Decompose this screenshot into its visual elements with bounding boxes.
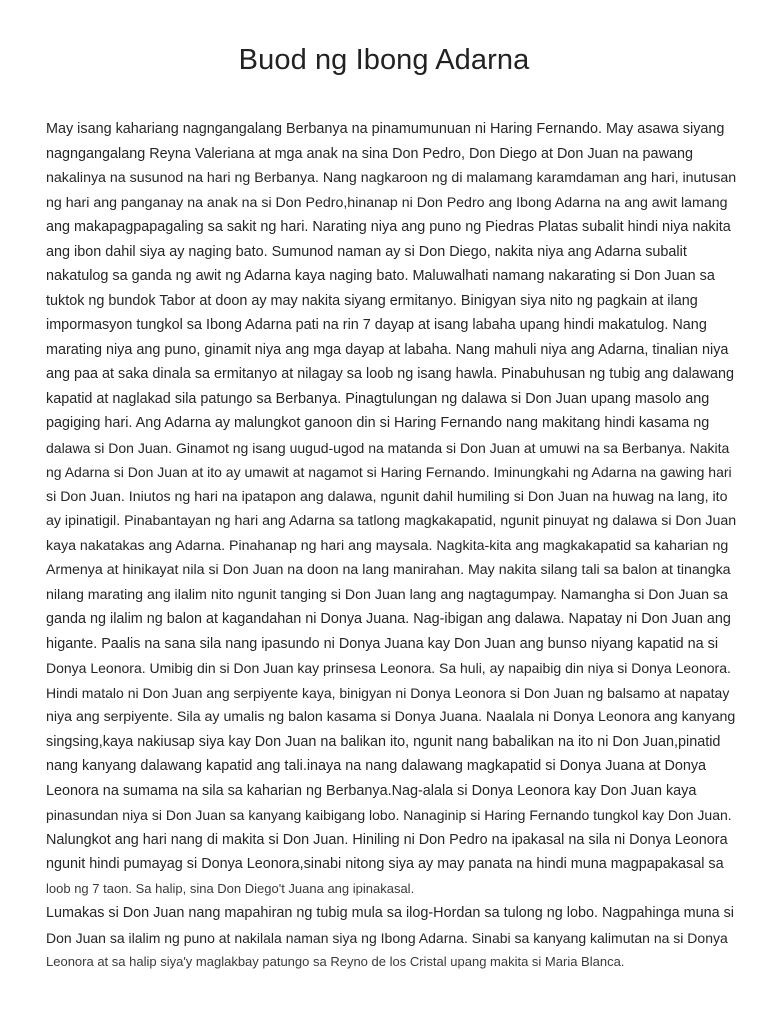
text-line: Lumakas si Don Juan nang mapahiran ng tubig mula sa ilog-Hordan sa tulong ng lobo. Nagpahinga muna si <box>46 905 734 921</box>
text-line: nakalinya na susunod na hari ng Berbanya. Nang nagkaroon ng di malamang karamdaman ang hari, inutusan <box>46 170 737 186</box>
text-line: marating niya ang puno, ginamit niya ang mga dayap at labaha. Nang mahuli niya ang Adarna, tinalian niya <box>46 341 729 358</box>
text-line: niya ang serpiyente. Sila ay umalis ng balon kasama si Donya Juana. Naalala ni Donya Leonora ang kanyang <box>46 709 736 725</box>
text-line: ng Adarna si Don Juan at ito ay umawit at nagamot si Haring Fernando. Iminungkahi ng Adarna na gawing hari <box>46 464 732 480</box>
text-line: higante. Paalis na sana sila nang ipasundo ni Donya Juana kay Don Juan ang bunso niyang kapatid na si <box>46 635 719 652</box>
text-line: ang makapagpapagaling sa sakit ng hari. Narating niya ang puno ng Piedras Platas subalit hindi niya nakita <box>46 219 731 235</box>
text-line: nilang marating ang ilalim nito ngunit tanging si Don Juan lang ang nagtagumpay. Namangha si Don Juan sa <box>46 586 728 603</box>
text-line: nagngangalang Reyna Valeriana at mga anak na sina Don Pedro, Don Diego at Don Juan na pawang <box>46 145 693 162</box>
text-line: May isang kahariang nagngangalang Berbanya na pinamumunuan ni Haring Fernando. May asawa siyang <box>46 121 725 137</box>
text-line: Hindi matalo ni Don Juan ang serpiyente kaya, binigyan ni Donya Leonora si Don Juan ng balsamo at napatay <box>46 684 730 701</box>
text-line: tuktok ng bundok Tabor at doon ay may nakita siyang ermitanyo. Binigyan siya nito ng pagkain at ilang <box>46 292 698 309</box>
text-line: dalawa si Don Juan. Ginamot ng isang uugud-ugod na matanda si Don Juan at umuwi na sa Berbanya. Nakita <box>46 439 730 456</box>
text-line: ang paa at saka dinala sa ermitanyo at nilagay sa loob ng isang hawla. Pinabuhusan ng tubig ang dalawang <box>46 366 735 382</box>
document-title: Buod ng Ibong Adarna <box>238 44 530 76</box>
text-line: ng hari ang panganay na anak na si Don Pedro,hinanap ni Don Pedro ang Ibong Adarna na ang awit lamang <box>46 194 728 211</box>
text-line: ngunit hindi pumayag si Donya Leonora,sinabi nitong siya ay may panata na hindi muna magpapakasal sa <box>46 856 724 872</box>
text-line: ang ibon dahil siya ay naging bato. Sumunod naman ay si Don Diego, nakita niya ang Adarna subalit <box>46 243 687 260</box>
text-line: Don Juan sa ilalim ng puno at nakilala naman siya ng Ibong Adarna. Sinabi sa kanyang kalimutan na si Donya <box>46 929 728 946</box>
text-line: Nalungkot ang hari nang di makita si Don Juan. Hiniling ni Don Pedro na ipakasal na sila ni Donya Leonora <box>46 831 728 848</box>
text-line: nakatulog sa ganda ng awit ng Adarna kaya naging bato. Maluwalhati namang nakarating si Don Juan sa <box>46 268 715 284</box>
text-line: Armenya at hinikayat nila si Don Juan na doon na lang manirahan. May nakita silang tali sa balon at tinangka <box>46 562 731 578</box>
text-line: pinasundan niya si Don Juan sa kanyang kaibigang lobo. Nanaginip si Haring Fernando tungkol kay Don Juan. <box>46 807 732 823</box>
text-line: kapatid at naglakad sila patungo sa Berbanya. Pinagtulungan ng dalawa si Don Juan upang masolo ang <box>46 390 710 407</box>
text-line: Leonora at sa halip siya'y maglakbay patungo sa Reyno de los Cristal upang makita si Maria Blanca. <box>46 954 625 969</box>
text-line: ay ipinatigil. Pinabantayan ng hari ang Adarna sa tatlong magkakapatid, ngunit pinuyat ng dalawa si Don Juan <box>46 513 737 529</box>
text-line: impormasyon tungkol sa Ibong Adarna pati na rin 7 dayap at isang labaha upang hindi makatulog. Nang <box>46 317 707 333</box>
text-line: loob ng 7 taon. Sa halip, sina Don Diego't Juana ang ipinakasal. <box>46 880 415 896</box>
text-line: nang kanyang dalawang kapatid ang tali.inaya na nang dalawang magkapatid si Donya Juana at Donya <box>46 758 707 774</box>
text-line: pagiging hari. Ang Adarna ay malungkot ganoon din si Haring Fernando nang makitang hindi kasama ng <box>46 415 710 431</box>
text-line: singsing,kaya nakiusap siya kay Don Juan na balikan ito, ngunit nang babalikan na ito ni Don Juan,pinatid <box>46 733 721 750</box>
text-line: Leonora na sumama na sila sa kaharian ng Berbanya.Nag-alala si Donya Leonora kay Don Juan kaya <box>46 782 697 799</box>
text-line: si Don Juan. Iniutos ng hari na ipatapon ang dalawa, ngunit dahil humiling si Don Juan na huwag na lang, ito <box>46 488 728 505</box>
text-line: Donya Leonora. Umibig din si Don Juan kay prinsesa Leonora. Sa huli, ay napaibig din niya si Donya Leonora. <box>46 660 731 676</box>
document-body <box>46 117 736 975</box>
text-line: kaya nakatakas ang Adarna. Pinahanap ng hari ang maysala. Nagkita-kita ang magkakapatid sa kaharian ng <box>46 537 729 554</box>
text-line: ganda ng ilalim ng balon at kagandahan ni Donya Juana. Nag-ibigan ang dalawa. Napatay ni Don Juan ang <box>46 611 731 627</box>
